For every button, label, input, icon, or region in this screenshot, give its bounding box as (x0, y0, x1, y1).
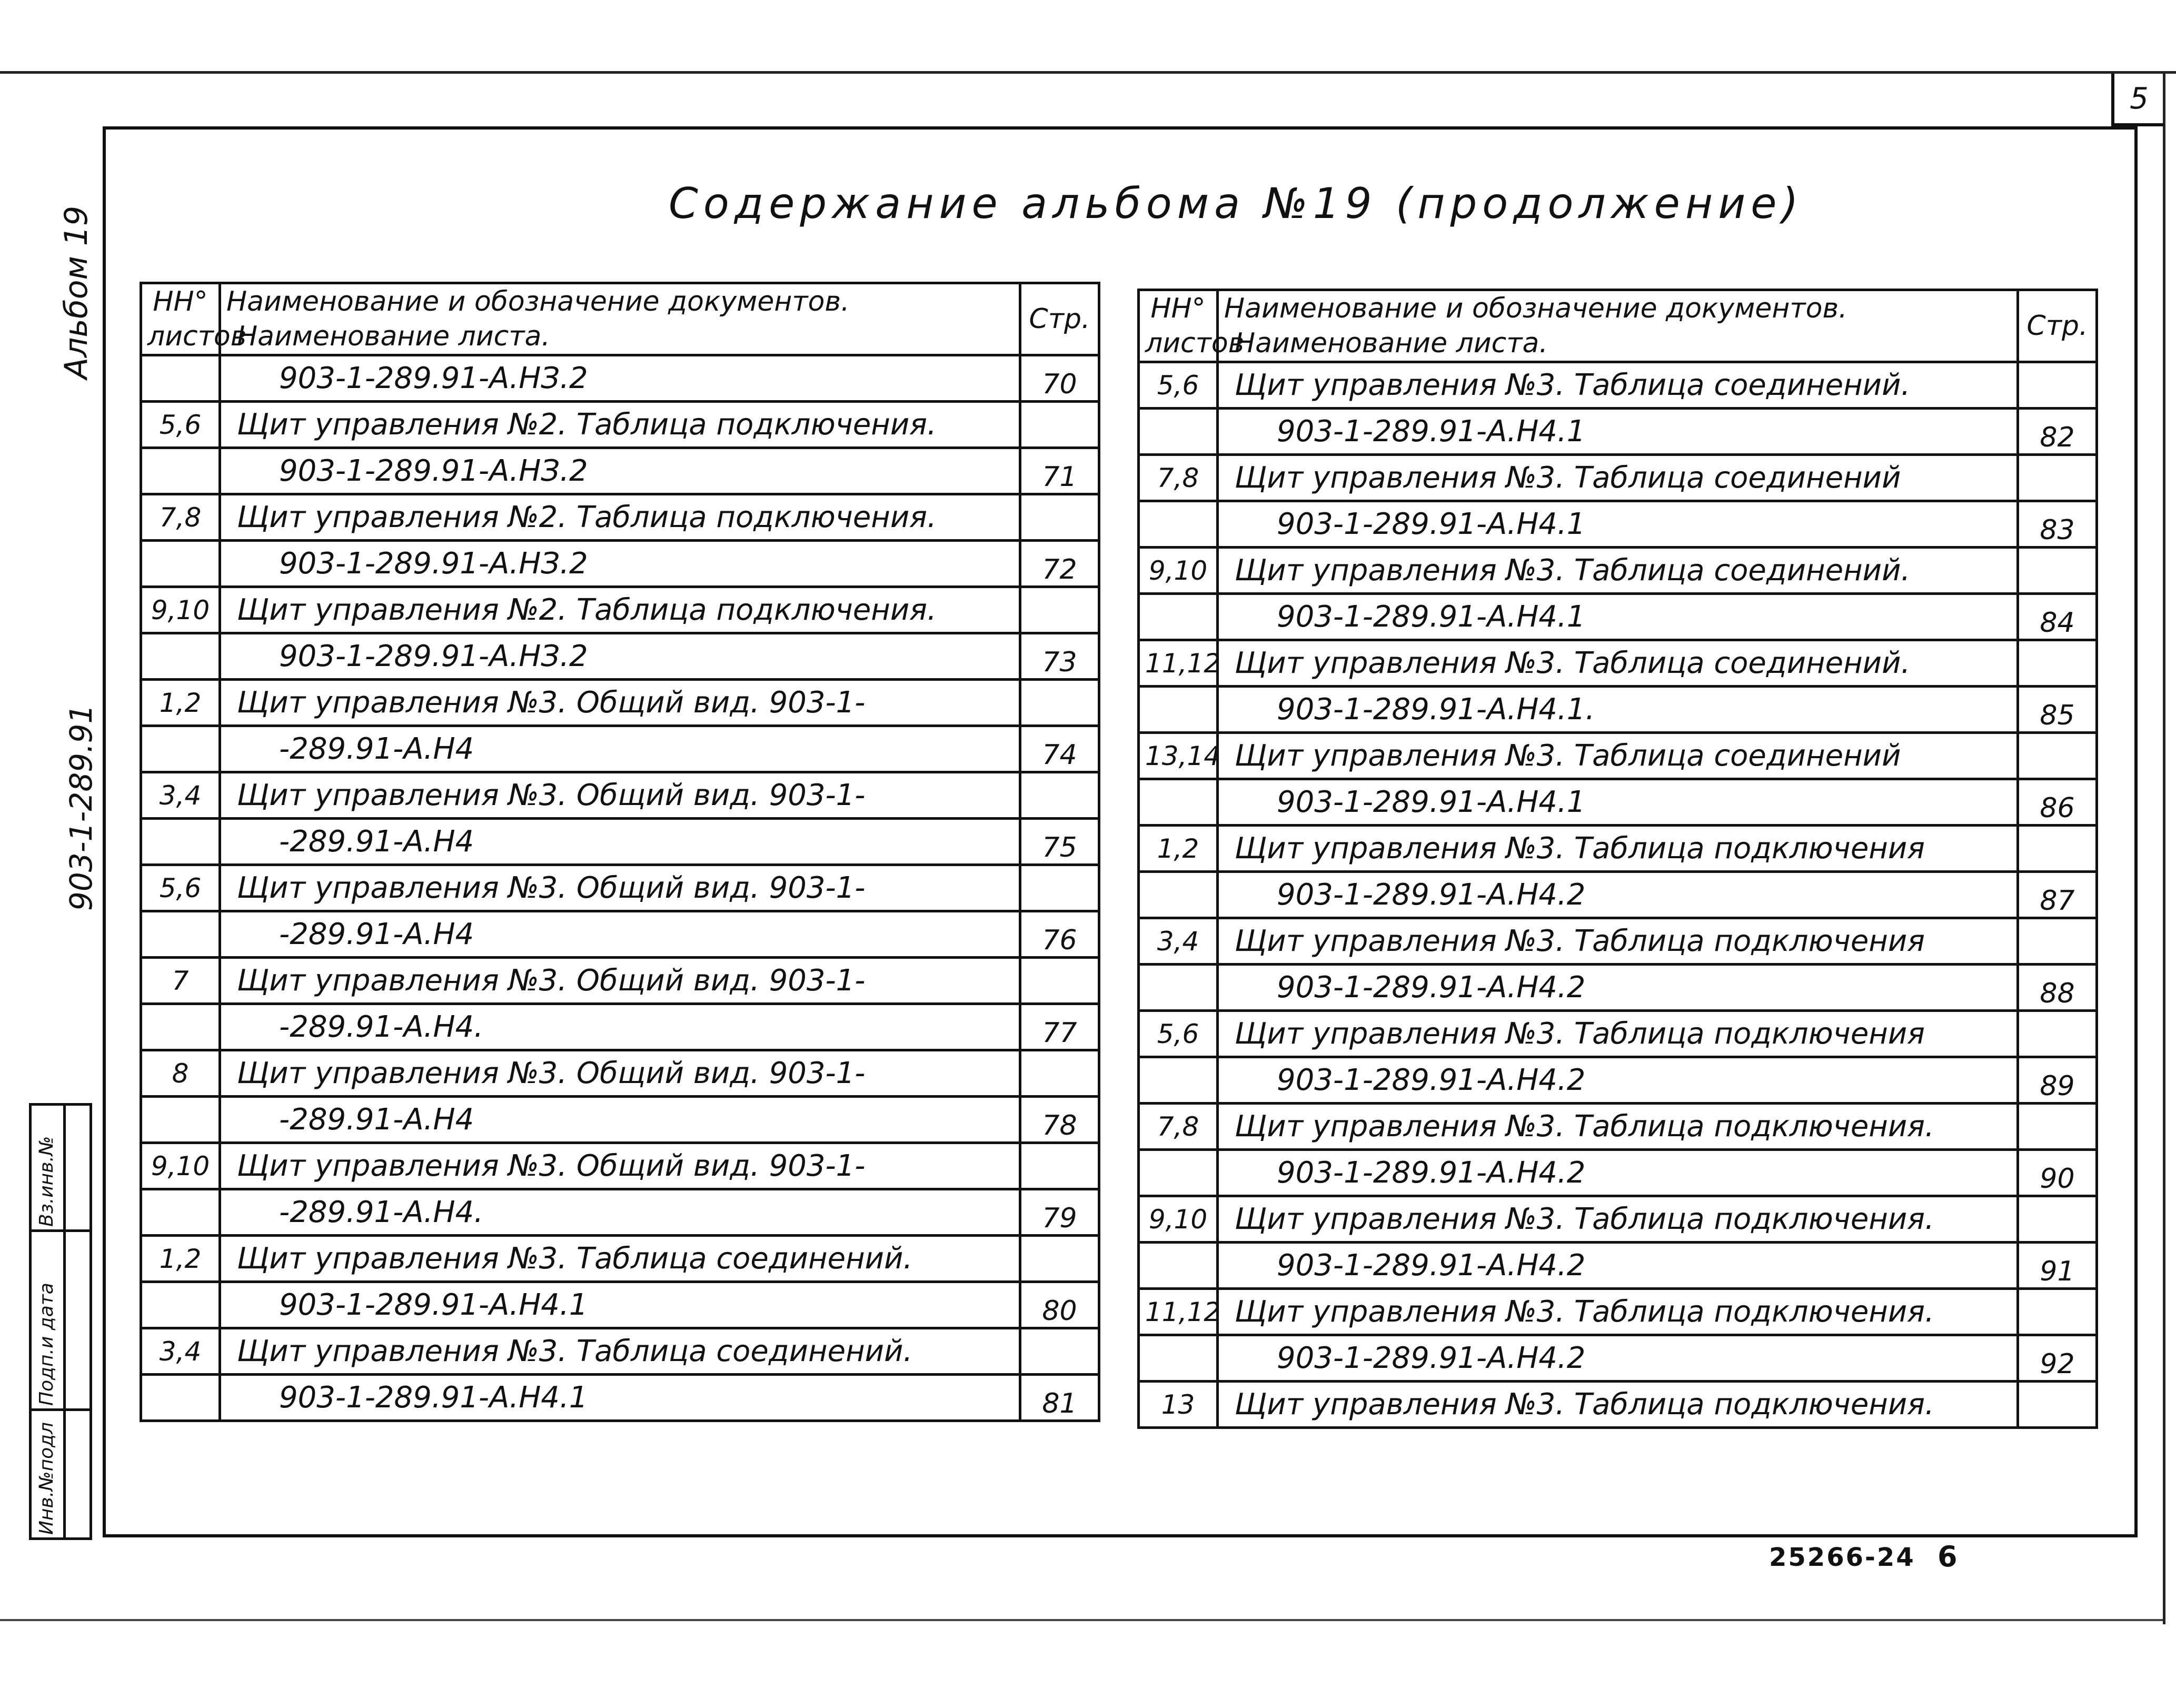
table-row (141, 494, 1099, 541)
page-number-cell: 74 (1020, 726, 1099, 772)
document-code-cell: 903-1-289.91-А.Н4.1 (1218, 409, 2018, 455)
table-row (1139, 918, 2097, 965)
document-code-cell: -289.91-А.Н4. (220, 1189, 1020, 1236)
stamp-inv-podl-label: Инв.№подл (36, 1422, 57, 1535)
document-code-cell: 903-1-289.91-А.НЗ.2 (220, 541, 1020, 587)
document-code-cell: 903-1-289.91-А.Н4.2 (1218, 1150, 2018, 1196)
sheet-number-cell (1139, 501, 1218, 548)
document-code-cell: 903-1-289.91-А.НЗ.2 (220, 448, 1020, 494)
table-row (1139, 872, 2097, 918)
document-code-cell: -289.91-А.Н4 (220, 911, 1020, 958)
table-row (1139, 779, 2097, 826)
page-number-cell (1020, 865, 1099, 911)
contents-table-right (1137, 289, 2098, 1429)
sheet-number-cell: 13 (1139, 1382, 1218, 1428)
table-row (141, 1375, 1099, 1421)
page-number-cell: 87 (2018, 872, 2097, 918)
sheet-number-cell (141, 1189, 220, 1236)
page-number-cell (2018, 455, 2097, 501)
sheet-number-cell (1139, 872, 1218, 918)
sheet-name-cell: Щит управления №3. Таблица подключения. (1218, 1196, 2018, 1243)
table-row (141, 726, 1099, 772)
sheet-number-cell (141, 1004, 220, 1050)
sheet-number-cell (141, 633, 220, 680)
table-row (1139, 1104, 2097, 1150)
sheet-number-cell: 1,2 (141, 680, 220, 726)
table-row (141, 355, 1099, 402)
page-number-cell: 86 (2018, 779, 2097, 826)
stamp-podp-data-label: Подп.и дата (36, 1283, 57, 1406)
page-number-cell (2018, 1382, 2097, 1428)
page-number-cell (1020, 1236, 1099, 1282)
sheet-number-cell (1139, 594, 1218, 640)
page-number-cell: 83 (2018, 501, 2097, 548)
sheet-number-cell (1139, 1243, 1218, 1289)
table-row (141, 633, 1099, 680)
page-number-cell (1020, 494, 1099, 541)
header-nn: НН° (1150, 293, 1206, 324)
approval-stamp (29, 1103, 92, 1540)
table-row (1139, 733, 2097, 779)
sheet-name-cell: Щит управления №3. Таблица соединений. (220, 1328, 1020, 1375)
page-number-cell: 82 (2018, 409, 2097, 455)
sheet-number-cell: 5,6 (141, 402, 220, 448)
header-sheets: листов (147, 321, 247, 352)
sheet-number-cell: 7,8 (1139, 455, 1218, 501)
document-code-cell: 903-1-289.91-А.НЗ.2 (220, 355, 1020, 402)
sheet-number-cell (141, 911, 220, 958)
page-number-cell (2018, 1196, 2097, 1243)
document-code-cell: 903-1-289.91-А.Н4.1. (1218, 687, 2018, 733)
document-code-cell: 903-1-289.91-А.НЗ.2 (220, 633, 1020, 680)
bottom-border-line (0, 1619, 2163, 1621)
page-number-cell (2018, 548, 2097, 594)
table-row (1139, 1150, 2097, 1196)
page-number-cell: 77 (1020, 1004, 1099, 1050)
sheet-number-cell (141, 1097, 220, 1143)
document-code-cell: 903-1-289.91-А.Н4.1 (220, 1375, 1020, 1421)
sheet-name-cell: Щит управления №3. Таблица соединений. (1218, 362, 2018, 409)
page-number-box (2111, 74, 2164, 126)
document-code-cell: -289.91-А.Н4 (220, 819, 1020, 865)
sheet-name-cell: Щит управления №3. Таблица подключения (1218, 826, 2018, 872)
sheet-number-cell (1139, 687, 1218, 733)
sheet-name-cell: Щит управления №3. Таблица соединений. (1218, 640, 2018, 687)
sheet-number-cell (141, 819, 220, 865)
table-row (1139, 501, 2097, 548)
header-page: Стр. (1020, 283, 1099, 355)
sheet-name-cell: Щит управления №2. Таблица подключения. (220, 494, 1020, 541)
table-row (141, 958, 1099, 1004)
page-number-cell (1020, 587, 1099, 633)
footer-document-code: 25266-24 (1769, 1543, 1915, 1572)
header-name-line2: Наименование листа. (237, 321, 550, 352)
sheet-number-cell (1139, 1150, 1218, 1196)
sheet-number-cell (1139, 1335, 1218, 1382)
document-code-cell: 903-1-289.91-А.Н4.2 (1218, 1243, 2018, 1289)
page-number-cell (1020, 1328, 1099, 1375)
side-album-label: Альбом 19 (58, 205, 95, 379)
document-code-cell: 903-1-289.91-А.Н4.1 (1218, 501, 2018, 548)
sheet-number-cell: 1,2 (141, 1236, 220, 1282)
document-code-cell: 903-1-289.91-А.Н4.2 (1218, 1057, 2018, 1104)
table-row (141, 1004, 1099, 1050)
page-number-cell: 88 (2018, 965, 2097, 1011)
sheet-number-cell: 9,10 (1139, 1196, 1218, 1243)
sheet-name-cell: Щит управления №3. Таблица подключения (1218, 1011, 2018, 1057)
sheet-number-cell: 9,10 (1139, 548, 1218, 594)
table-header-row (141, 283, 1099, 355)
page-number-cell: 89 (2018, 1057, 2097, 1104)
page-number-cell: 81 (1020, 1375, 1099, 1421)
page-number-cell: 90 (2018, 1150, 2097, 1196)
page-number: 5 (2130, 81, 2149, 116)
sheet-name-cell: Щит управления №3. Общий вид. 903-1- (220, 1143, 1020, 1189)
table-row (141, 1097, 1099, 1143)
table-row (141, 1328, 1099, 1375)
sheet-name-cell: Щит управления №3. Общий вид. 903-1- (220, 1050, 1020, 1097)
header-name-line1: Наименование и обозначение документов. (1224, 293, 1847, 324)
sheet-number-cell (141, 1282, 220, 1328)
header-page: Стр. (2018, 290, 2097, 362)
document-code-cell: -289.91-А.Н4. (220, 1004, 1020, 1050)
table-row (141, 541, 1099, 587)
header-nn: НН° (153, 286, 208, 317)
page-number-cell: 92 (2018, 1335, 2097, 1382)
page-number-cell: 91 (2018, 1243, 2097, 1289)
sheet-number-cell: 5,6 (141, 865, 220, 911)
header-sheet-numbers (141, 283, 247, 355)
table-row (1139, 409, 2097, 455)
document-code-cell: 903-1-289.91-А.Н4.1 (1218, 779, 2018, 826)
table-row (1139, 548, 2097, 594)
page-number-cell (2018, 640, 2097, 687)
page-number-cell: 85 (2018, 687, 2097, 733)
page-number-cell: 73 (1020, 633, 1099, 680)
table-row (1139, 687, 2097, 733)
table-row (1139, 594, 2097, 640)
page-title: Содержание альбома №19 (продолжение) (669, 179, 1804, 228)
page-number-cell (1020, 680, 1099, 726)
table-row (1139, 455, 2097, 501)
table-row (141, 819, 1099, 865)
sheet-number-cell (141, 355, 220, 402)
header-sheet-numbers (1139, 290, 1245, 362)
table-row (141, 1143, 1099, 1189)
page-number-cell (2018, 733, 2097, 779)
sheet-number-cell: 9,10 (141, 1143, 220, 1189)
document-code-cell: 903-1-289.91-А.Н4.2 (1218, 872, 2018, 918)
sheet-number-cell: 11,12 (1139, 1289, 1218, 1335)
table-row (141, 865, 1099, 911)
sheet-name-cell: Щит управления №2. Таблица подключения. (220, 587, 1020, 633)
page-number-cell (1020, 958, 1099, 1004)
page-number-cell: 79 (1020, 1189, 1099, 1236)
sheet-name-cell: Щит управления №3. Таблица подключения. (1218, 1382, 2018, 1428)
page-number-cell (2018, 1104, 2097, 1150)
table-row (1139, 965, 2097, 1011)
document-code-cell: 903-1-289.91-А.Н4.1 (1218, 594, 2018, 640)
sheet-name-cell: Щит управления №3. Общий вид. 903-1- (220, 958, 1020, 1004)
sheet-name-cell: Щит управления №3. Таблица подключения. (1218, 1289, 2018, 1335)
stamp-cell-podp-data (32, 1232, 90, 1411)
sheet-number-cell: 3,4 (141, 1328, 220, 1375)
contents-table-left (140, 282, 1100, 1422)
sheet-name-cell: Щит управления №3. Таблица соединений (1218, 733, 2018, 779)
sheet-number-cell: 3,4 (141, 772, 220, 819)
table-row (1139, 1243, 2097, 1289)
document-code-cell: 903-1-289.91-А.Н4.2 (1218, 1335, 2018, 1382)
table-row (1139, 1196, 2097, 1243)
stamp-vz-inv-label: Вз.инв.№ (36, 1136, 57, 1227)
sheet-number-cell: 13,14 (1139, 733, 1218, 779)
sheet-name-cell: Щит управления №3. Таблица подключения. (1218, 1104, 2018, 1150)
page-number-cell: 76 (1020, 911, 1099, 958)
stamp-cell-vz-inv (32, 1106, 90, 1232)
sheet-number-cell (1139, 409, 1218, 455)
sheet-number-cell: 1,2 (1139, 826, 1218, 872)
table-row (1139, 362, 2097, 409)
page-number-cell (1020, 772, 1099, 819)
table-row (141, 1189, 1099, 1236)
sheet-number-cell: 7,8 (141, 494, 220, 541)
table-row (1139, 640, 2097, 687)
page-number-cell: 71 (1020, 448, 1099, 494)
page-number-cell: 84 (2018, 594, 2097, 640)
sheet-number-cell (1139, 779, 1218, 826)
table-row (141, 587, 1099, 633)
page-number-cell (1020, 1143, 1099, 1189)
document-code-cell: 903-1-289.91-А.Н4.1 (220, 1282, 1020, 1328)
sheet-number-cell (141, 541, 220, 587)
sheet-name-cell: Щит управления №3. Общий вид. 903-1- (220, 772, 1020, 819)
page-number-cell (2018, 1011, 2097, 1057)
page-number-cell: 78 (1020, 1097, 1099, 1143)
document-code-cell: -289.91-А.Н4 (220, 1097, 1020, 1143)
page-number-cell: 72 (1020, 541, 1099, 587)
table-row (141, 911, 1099, 958)
sheet-name-cell: Щит управления №3. Общий вид. 903-1- (220, 865, 1020, 911)
document-code-cell: 903-1-289.91-А.Н4.2 (1218, 965, 2018, 1011)
sheet-number-cell: 8 (141, 1050, 220, 1097)
table-row (141, 1282, 1099, 1328)
page-number-cell (2018, 826, 2097, 872)
sheet-number-cell (1139, 965, 1218, 1011)
page-number-cell (2018, 362, 2097, 409)
page-number-cell (2018, 1289, 2097, 1335)
sheet-number-cell: 3,4 (1139, 918, 1218, 965)
table-row (1139, 1057, 2097, 1104)
sheet-name-cell: Щит управления №3. Общий вид. 903-1- (220, 680, 1020, 726)
table-row (141, 772, 1099, 819)
document-code-cell: -289.91-А.Н4 (220, 726, 1020, 772)
page-number-cell: 80 (1020, 1282, 1099, 1328)
footer-sheet-number: 6 (1937, 1540, 1958, 1573)
side-document-code: 903-1-289.91 (63, 704, 99, 911)
page-number-cell: 75 (1020, 819, 1099, 865)
header-sheets: листов (1145, 327, 1245, 359)
sheet-number-cell: 7,8 (1139, 1104, 1218, 1150)
table-row (1139, 1382, 2097, 1428)
sheet-number-cell (1139, 1057, 1218, 1104)
sheet-number-cell: 9,10 (141, 587, 220, 633)
sheet-number-cell (141, 726, 220, 772)
header-name (220, 283, 1020, 355)
sheet-name-cell: Щит управления №3. Таблица соединений. (220, 1236, 1020, 1282)
sheet-number-cell: 11,12 (1139, 640, 1218, 687)
table-row (1139, 1011, 2097, 1057)
table-header-row (1139, 290, 2097, 362)
stamp-cell-inv-podl (32, 1411, 90, 1537)
page-number-cell (1020, 402, 1099, 448)
top-border-line (0, 71, 2176, 74)
table-row (141, 1236, 1099, 1282)
sheet-number-cell: 5,6 (1139, 362, 1218, 409)
table-row (141, 1050, 1099, 1097)
sheet-number-cell: 7 (141, 958, 220, 1004)
table-row (1139, 1335, 2097, 1382)
header-name-line2: Наименование листа. (1235, 327, 1548, 359)
table-row (1139, 1289, 2097, 1335)
sheet-name-cell: Щит управления №3. Таблица соединений. (1218, 548, 2018, 594)
sheet-number-cell (141, 448, 220, 494)
table-row (1139, 826, 2097, 872)
sheet-number-cell: 5,6 (1139, 1011, 1218, 1057)
table-row (141, 402, 1099, 448)
page-number-cell: 70 (1020, 355, 1099, 402)
page-number-cell (1020, 1050, 1099, 1097)
table-row (141, 448, 1099, 494)
table-row (141, 680, 1099, 726)
sheet-name-cell: Щит управления №3. Таблица соединений (1218, 455, 2018, 501)
right-border-line (2163, 71, 2165, 1624)
sheet-name-cell: Щит управления №2. Таблица подключения. (220, 402, 1020, 448)
sheet-number-cell (141, 1375, 220, 1421)
sheet-name-cell: Щит управления №3. Таблица подключения (1218, 918, 2018, 965)
page-number-cell (2018, 918, 2097, 965)
header-name (1218, 290, 2018, 362)
header-name-line1: Наименование и обозначение документов. (226, 286, 850, 317)
